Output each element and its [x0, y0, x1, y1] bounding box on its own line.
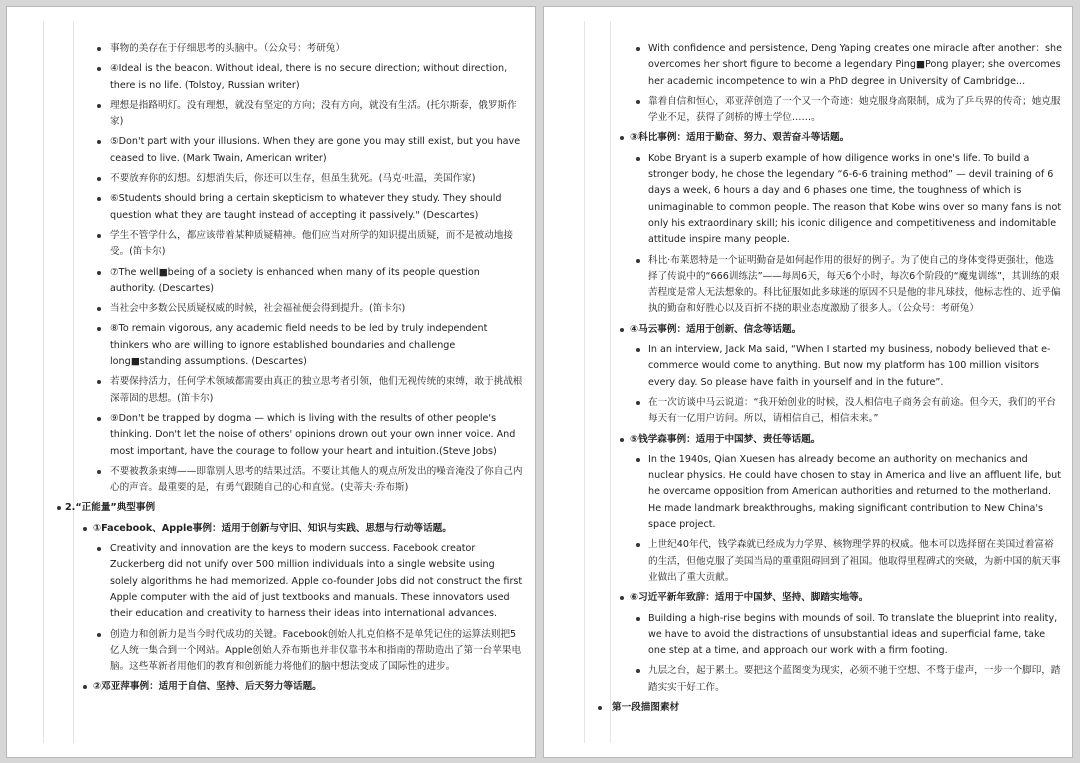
list-item: ④Ideal is the beacon. Without ideal, there is no secure direction; without direction, there is no life. (Tolstoy, Russian writer) — [7, 61, 525, 94]
list-item: 九层之台，起于累土。要把这个蓝图变为现实，必须不驰于空想、不骛于虚声，一步一个脚印，踏踏实实干好工作。 — [544, 663, 1062, 696]
list-item: 不要放弃你的幻想。幻想消失后，你还可以生存，但虽生犹死。(马克·吐温，美国作家) — [7, 171, 525, 187]
list-item: In the 1940s, Qian Xuesen has already become an authority on mechanics and nuclear physics. He could have chosen to stay in America and live an affluent life, but he overcame opposition from American authorities and returned to the motherland. He made landmark breakthroughs, making significant contribution to New China's space project. — [544, 452, 1062, 533]
bullet-list — [7, 41, 525, 700]
section-heading: 第一段描图素材 — [544, 700, 1062, 716]
document-page-left — [6, 6, 536, 758]
section-heading: ②邓亚萍事例：适用于自信、坚持、后天努力等话题。 — [7, 679, 525, 695]
list-item: With confidence and persistence, Deng Yaping creates one miracle after another：she overcomes her short figure to become a legendary Ping■Pong player; she overcomes her academic incompetence to win a PhD degree in University of Cambridge... — [544, 41, 1062, 90]
list-item: 理想是指路明灯。没有理想，就没有坚定的方向；没有方向，就没有生活。(托尔斯泰，俄罗斯作家) — [7, 98, 525, 131]
section-heading: 2.“正能量”典型事例 — [7, 500, 525, 516]
list-item: 不要被教条束缚——即靠别人思考的结果过活。不要让其他人的观点所发出的噪音淹没了你自己内心的声音。最重要的是，有勇气跟随自己的心和直觉。(史蒂夫·乔布斯) — [7, 464, 525, 497]
list-item: 靠着自信和恒心，邓亚萍创造了一个又一个奇迹：她克服身高限制，成为了乒乓界的传奇；她克服学业不足，获得了剑桥的博士学位……。 — [544, 94, 1062, 127]
list-item: Building a high-rise begins with mounds of soil. To translate the blueprint into reality, we have to avoid the distractions of unsubstantial ideas and superficial fame, take one step at a time, and approach our work with a firm footing. — [544, 611, 1062, 660]
section-heading: ①Facebook、Apple事例：适用于创新与守旧、知识与实践、思想与行动等话题。 — [7, 521, 525, 537]
list-item: 在一次访谈中马云说道：“我开始创业的时候，没人相信电子商务会有前途。但今天，我们的平台每天有一亿用户访问。所以，请相信自己，相信未来。” — [544, 395, 1062, 428]
list-item: 当社会中多数公民质疑权威的时候，社会福祉便会得到提升。(笛卡尔) — [7, 301, 525, 317]
list-item: ⑦The well■being of a society is enhanced when many of its people question authority. (Descartes) — [7, 265, 525, 298]
section-heading: ③科比事例：适用于勤奋、努力、艰苦奋斗等话题。 — [544, 130, 1062, 146]
list-item: ⑥Students should bring a certain skepticism to whatever they study. They should question what they are taught instead of accepting it passively." (Descartes) — [7, 191, 525, 224]
section-heading: ⑤钱学森事例：适用于中国梦、责任等话题。 — [544, 432, 1062, 448]
list-item: ⑤Don't part with your illusions. When they are gone you may still exist, but you have ceased to live. (Mark Twain, American writer) — [7, 134, 525, 167]
list-item: 科比·布莱恩特是一个证明勤奋是如何起作用的很好的例子。为了使自己的身体变得更强壮，他选择了传说中的“666训练法”——每周6天，每天6个小时，每次6个阶段的“魔鬼训练”，其训练的艰苦程度是常人无法想象的。科比征服如此多球迷的原因不只是他的非凡球技，他标志性的、近乎偏执的勤奋和好胜心以及百折不挠的职业态度激励了很多人。（公众号：考研兔） — [544, 253, 1062, 318]
list-item: ⑨Don't be trapped by dogma — which is living with the results of other people's thinking. Don't let the noise of others' opinions drown out your own inner voice. And most important, have the courage to follow your heart and intuition.(Steve Jobs) — [7, 411, 525, 460]
list-item: In an interview, Jack Ma said, “When I started my business, nobody believed that e-commerce would come to anything. But now my platform has 100 million visitors every day. So please have faith in yourself and in the future”. — [544, 342, 1062, 391]
list-item: Kobe Bryant is a superb example of how diligence works in one's life. To build a stronger body, he chose the legendary “6-6-6 training method” — devil training of 6 days a week, 6 hours a day and 6 phases one time, the toughness of which is unimaginable to common people. The reason that Kobe wins over so many fans is not only his extraordinary skill; his iconic diligence and competitiveness and indomitable attitude inspire many people. — [544, 151, 1062, 249]
list-item: ⑧To remain vigorous, any academic field needs to be led by truly independent thinkers who are willing to ignore established boundaries and challenge long■standing assumptions. (Descartes) — [7, 321, 525, 370]
bullet-list — [544, 41, 1062, 720]
list-item: Creativity and innovation are the keys to modern success. Facebook creator Zuckerberg did not unify over 500 million individuals into a single website using solely algorithms he had memorized. Apple co-founder Jobs did not construct the first Apple computer with the aid of just textbooks and manuals. These innovators used their education and creativity to harness their ideas into international advances. — [7, 541, 525, 622]
section-heading: ⑥习近平新年致辞：适用于中国梦、坚持、脚踏实地等。 — [544, 590, 1062, 606]
document-page-right — [543, 6, 1073, 758]
list-item: 学生不管学什么，都应该带着某种质疑精神。他们应当对所学的知识提出质疑，而不是被动地接受。(笛卡尔) — [7, 228, 525, 261]
section-heading: ④马云事例：适用于创新、信念等话题。 — [544, 322, 1062, 338]
list-item: 上世纪40年代，钱学森就已经成为力学界、核物理学界的权威。他本可以选择留在美国过着富裕的生活，但他克服了美国当局的重重阻碍回到了祖国。他取得里程碑式的突破，为新中国的航天事业做出了重大贡献。 — [544, 537, 1062, 586]
list-item: 事物的美存在于仔细思考的头脑中。（公众号：考研兔） — [7, 41, 525, 57]
list-item: 创造力和创新力是当今时代成功的关键。Facebook创始人扎克伯格不是单凭记住的运算法则把5亿人统一集合到一个网站。Apple创始人乔布斯也并非仅靠书本和指南的帮助造出了第一台苹果电脑。这些革新者用他们的教育和创新能力将他们的脑中想法变成了国际性的进步。 — [7, 627, 525, 676]
list-item: 若要保持活力，任何学术领域都需要由真正的独立思考者引领，他们无视传统的束缚，敢于挑战根深蒂固的思想。(笛卡尔) — [7, 374, 525, 407]
